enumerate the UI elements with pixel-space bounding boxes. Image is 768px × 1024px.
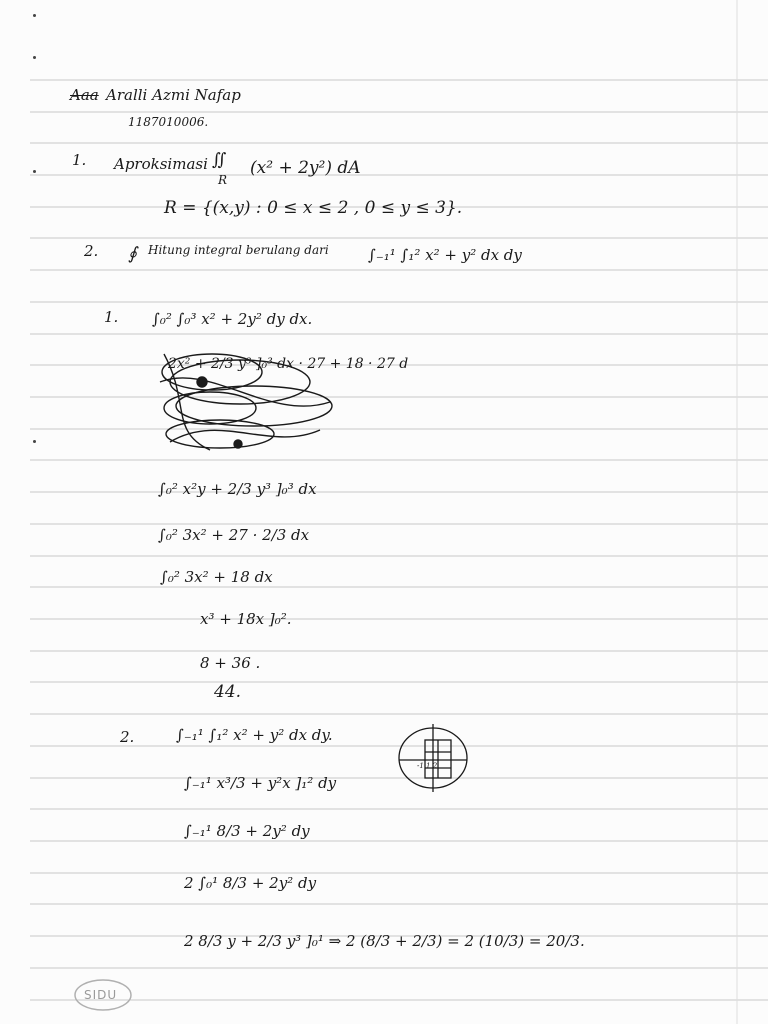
crossed-out-text: 2x² + 2/3 y³ ]₀³ dx · 27 + 18 · 27 d <box>168 356 409 372</box>
solution-1-number: 1. <box>104 308 119 326</box>
solution-2-number: 2. <box>120 728 135 746</box>
solution-1-step-1: ∫₀² ∫₀³ x² + 2y² dy dx. <box>152 310 313 328</box>
solution-1-step-6: 8 + 36 . <box>200 654 261 672</box>
problem-2-number: 2. <box>84 242 99 260</box>
solution-1-answer: 44. <box>214 682 242 702</box>
solution-1-step-4: ∫₀² 3x² + 18 dx <box>160 568 273 586</box>
student-id: 1187010006. <box>128 115 209 129</box>
solution-1-step-5: x³ + 18x ]₀². <box>200 610 292 628</box>
problem-1-number: 1. <box>72 151 87 169</box>
struck-out-text: Aaa <box>70 86 99 104</box>
margin-dot <box>33 440 36 443</box>
region-sketch <box>395 718 471 794</box>
solution-1-step-3: ∫₀² 3x² + 27 · 2/3 dx <box>158 526 310 544</box>
region-definition: R = {(x,y) : 0 ≤ x ≤ 2 , 0 ≤ y ≤ 3}. <box>164 198 463 218</box>
problem-1-label: Aproksimasi <box>114 155 208 173</box>
problem-2-label: Hitung integral berulang dari <box>148 243 329 257</box>
student-name: Aralli Azmi Nafap <box>106 86 241 104</box>
margin-dot <box>33 170 36 173</box>
solution-2-step-3: ∫₋₁¹ 8/3 + 2y² dy <box>184 822 310 840</box>
sidu-stamp-text: SIDU <box>84 988 118 1002</box>
solution-2-step-5: 2 8/3 y + 2/3 y³ ]₀¹ ⇒ 2 (8/3 + 2/3) = 2 (10/3) = 20/3. <box>184 932 585 950</box>
margin-dot <box>33 14 36 17</box>
solution-2-step-4: 2 ∫₀¹ 8/3 + 2y² dy <box>184 874 317 892</box>
solution-2-step-2: ∫₋₁¹ x³/3 + y²x ]₁² dy <box>184 774 337 792</box>
sketch-axis-labels: -1 1 2 <box>417 762 438 770</box>
margin-dot <box>33 56 36 59</box>
crossed-out-work <box>150 342 409 460</box>
solution-2-step-1: ∫₋₁¹ ∫₁² x² + y² dx dy. <box>176 726 333 744</box>
solution-1-step-2: ∫₀² x²y + 2/3 y³ ]₀³ dx <box>158 480 317 498</box>
problem-2-integral: ∫₋₁¹ ∫₁² x² + y² dx dy <box>368 246 522 264</box>
problem-1-integrand: (x² + 2y²) dA <box>250 158 361 178</box>
double-integral-sign: ∬ <box>212 150 227 170</box>
region-subscript: R <box>218 173 228 187</box>
problem-2-mark: ∮ <box>128 244 137 264</box>
